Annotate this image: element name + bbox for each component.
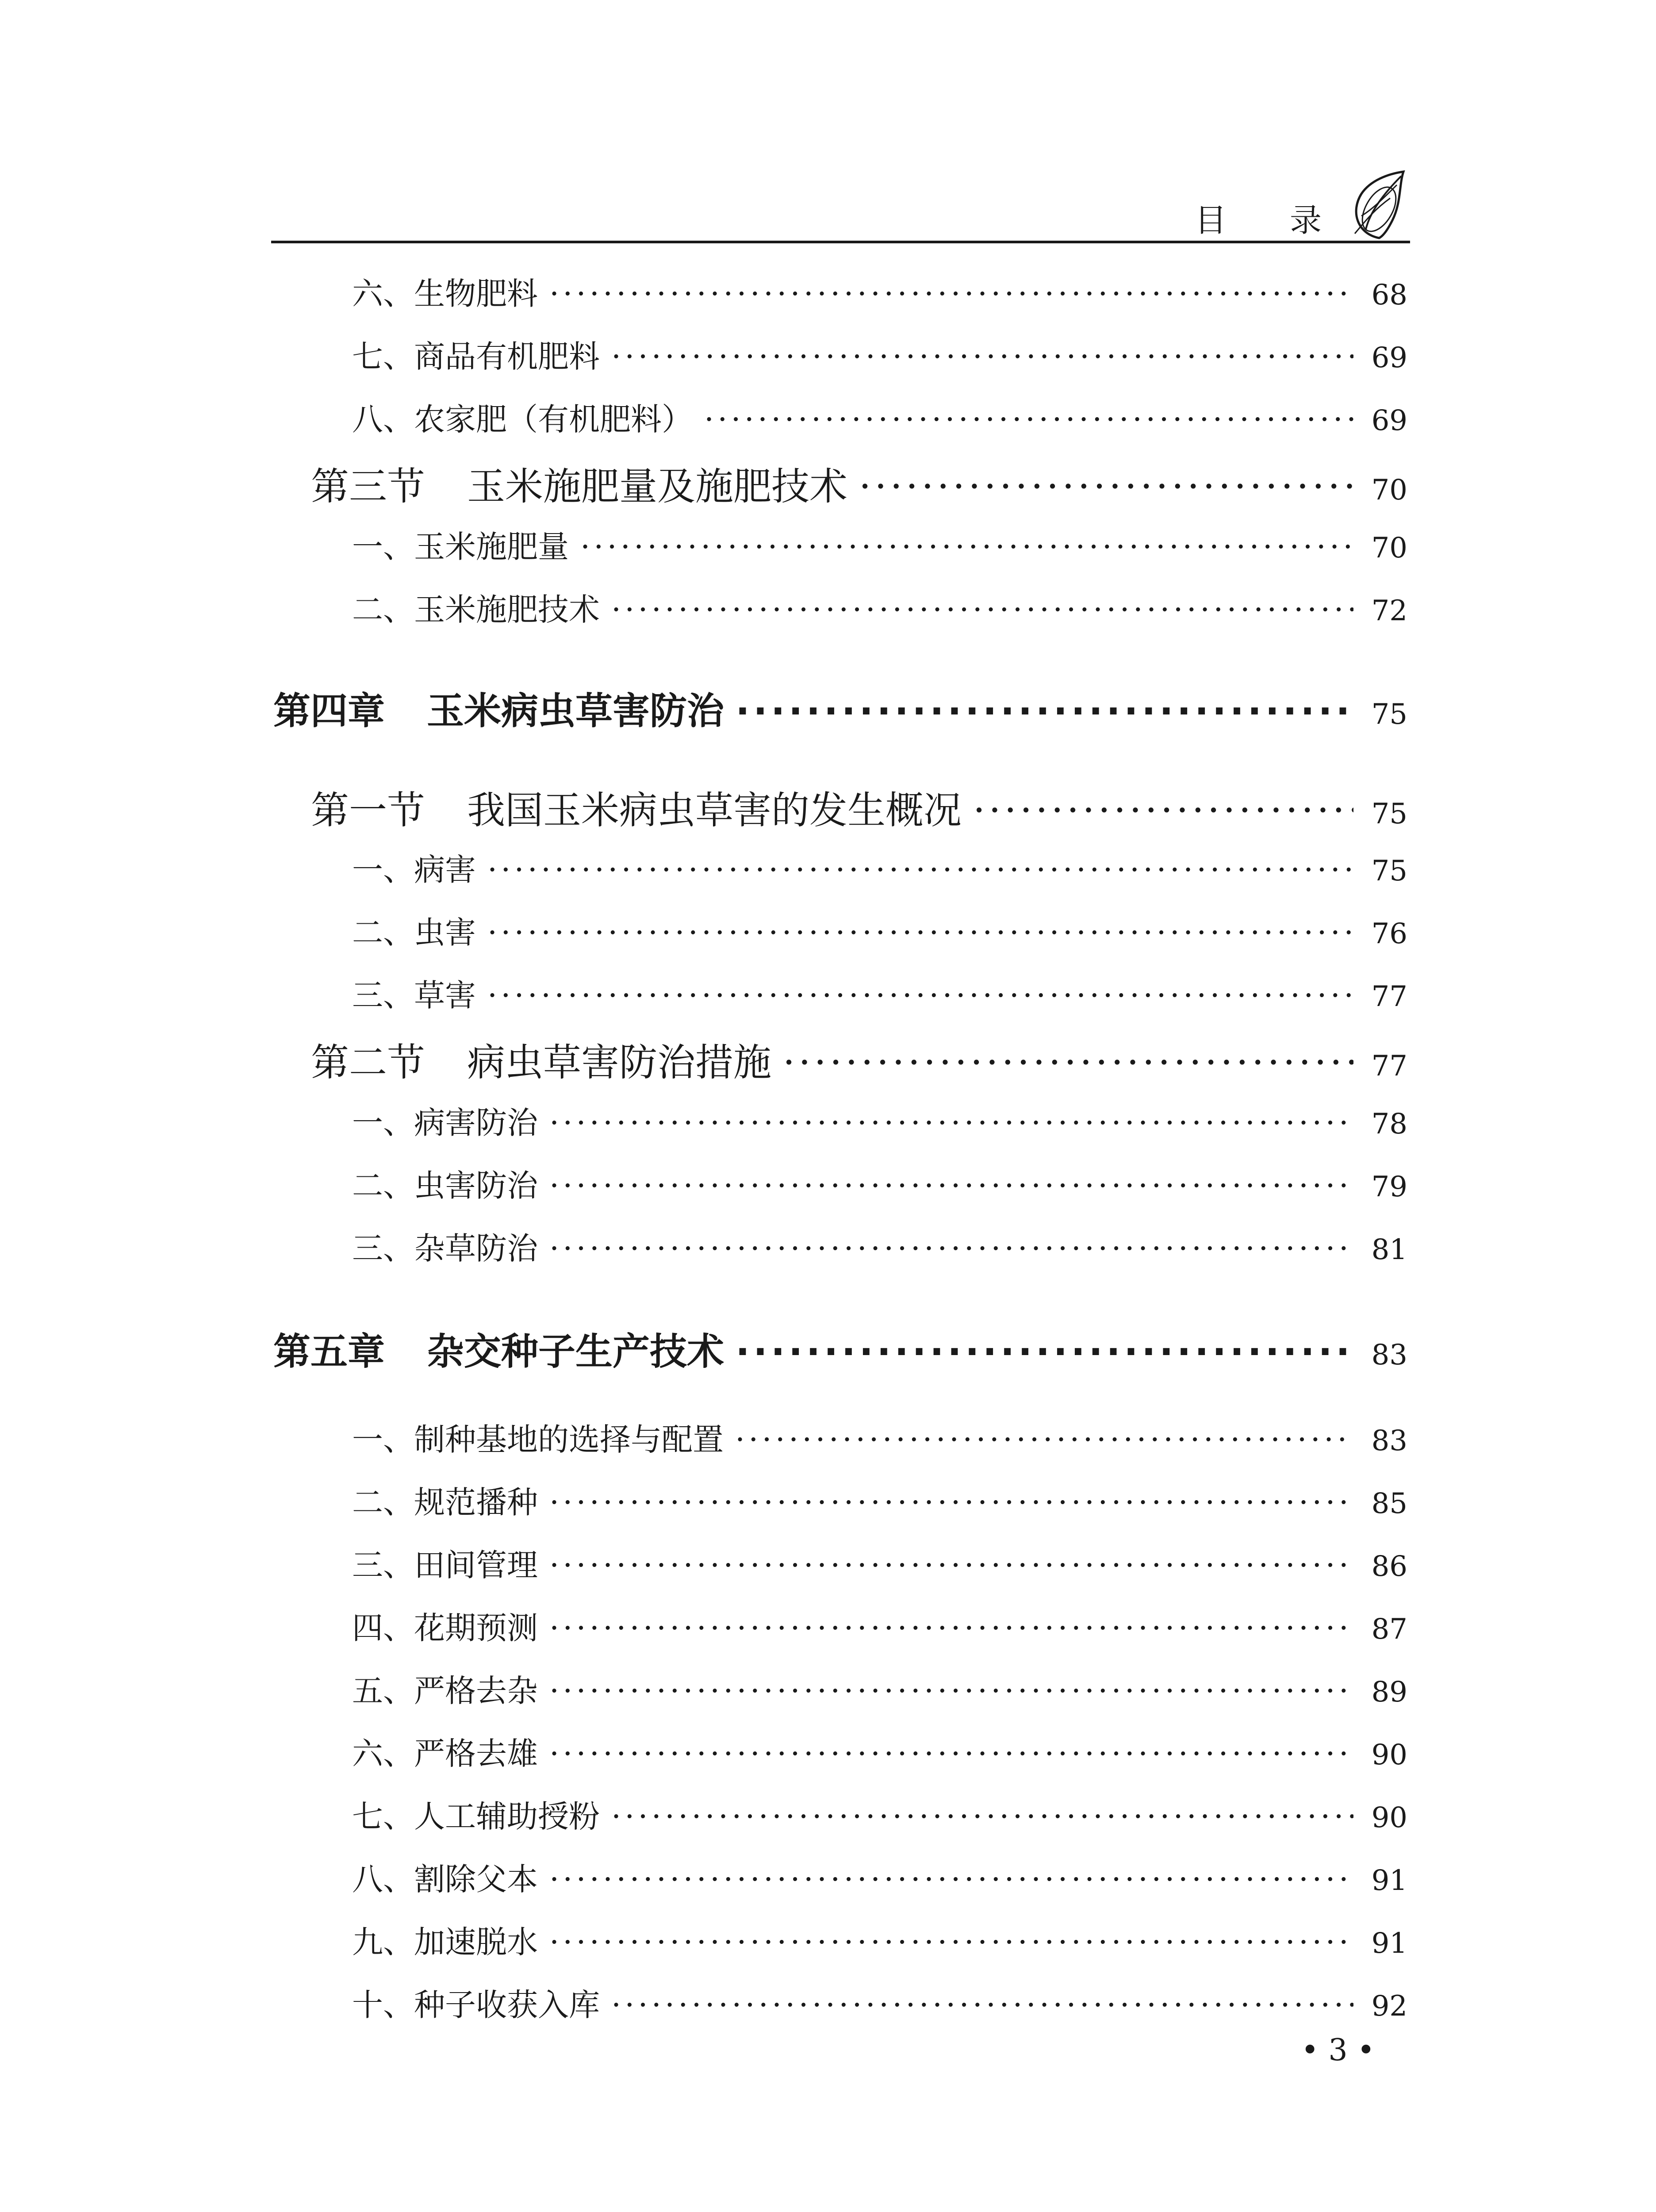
toc-section[interactable]: [311, 780, 1407, 834]
toc-entry-page: 69: [1371, 404, 1407, 437]
toc-entry-page: 91: [1371, 1864, 1407, 1897]
toc-entry-page: 91: [1371, 1927, 1407, 1960]
toc-entry[interactable]: [352, 971, 1407, 1015]
toc-section-title: 第一节 我国玉米病虫草害的发生概况: [311, 788, 962, 833]
toc-entry[interactable]: [352, 1098, 1407, 1143]
toc-entry-title: 二、虫害: [352, 914, 476, 951]
toc-entry-page: 77: [1371, 980, 1407, 1013]
toc-entry-page: 79: [1371, 1171, 1407, 1203]
toc-entry[interactable]: [352, 845, 1407, 890]
toc-entry-title: 一、制种基地的选择与配置: [352, 1421, 724, 1458]
toc-section[interactable]: [311, 1032, 1407, 1087]
toc-entry[interactable]: [352, 269, 1407, 314]
leader-dots: [549, 1547, 1353, 1583]
leader-dots: [973, 788, 1353, 833]
toc-section[interactable]: [311, 456, 1407, 511]
toc-entry[interactable]: [352, 1415, 1407, 1459]
leader-dots: [549, 276, 1353, 312]
toc-entry-title: 一、病害: [352, 852, 476, 888]
toc-entry-title: 二、虫害防治: [352, 1167, 538, 1204]
toc-entry-page: 81: [1371, 1233, 1407, 1266]
toc-entry-title: 三、田间管理: [352, 1547, 538, 1583]
toc-entry[interactable]: [352, 1855, 1407, 1899]
leader-dots: [549, 1736, 1353, 1772]
toc-entry[interactable]: [352, 1980, 1407, 2025]
toc-entry-page: 83: [1371, 1339, 1407, 1371]
toc-entry-title: 六、严格去雄: [352, 1736, 538, 1772]
toc-entry-page: 85: [1371, 1487, 1407, 1520]
toc-entry[interactable]: [352, 585, 1407, 630]
toc-entry-page: 86: [1371, 1550, 1407, 1583]
toc-entry-page: 70: [1371, 532, 1407, 565]
toc-entry-page: 78: [1371, 1108, 1407, 1141]
toc-entry-title: 四、花期预测: [352, 1610, 538, 1646]
leader-dots: [487, 914, 1353, 951]
leader-dots: [549, 1105, 1353, 1141]
toc-entry-page: 77: [1371, 1050, 1407, 1083]
toc-entry-title: 九、加速脱水: [352, 1924, 538, 1960]
toc-entry-title: 五、严格去杂: [352, 1673, 538, 1709]
toc-chapter[interactable]: [273, 1322, 1407, 1375]
leader-dots: [783, 1041, 1353, 1085]
toc-entry-title: 八、割除父本: [352, 1861, 538, 1897]
leader-dots: [736, 1330, 1353, 1373]
toc-entry-title: 二、玉米施肥技术: [352, 591, 600, 628]
leaf-logo-icon: [1348, 167, 1410, 242]
toc-entry[interactable]: [352, 1792, 1407, 1836]
toc-entry-title: 三、草害: [352, 977, 476, 1014]
leader-dots: [549, 1610, 1353, 1646]
leader-dots: [580, 529, 1353, 565]
leader-dots: [611, 1987, 1353, 2023]
toc-entry-page: 68: [1371, 279, 1407, 311]
leader-dots: [859, 465, 1353, 509]
toc-entry[interactable]: [352, 1666, 1407, 1711]
toc-entry-page: 72: [1371, 595, 1407, 627]
toc-entry-page: 90: [1371, 1739, 1407, 1771]
toc-entry-page: 75: [1371, 798, 1407, 830]
toc-entry[interactable]: [352, 1917, 1407, 1962]
toc-entry-page: 70: [1371, 474, 1407, 507]
header-title: 目 录: [1195, 202, 1348, 239]
toc-entry-title: 八、农家肥（有机肥料）: [352, 401, 693, 438]
toc-entry-page: 89: [1371, 1676, 1407, 1709]
toc-entry[interactable]: [352, 332, 1407, 376]
toc-entry-page: 75: [1371, 698, 1407, 731]
leader-dots: [487, 852, 1353, 888]
leader-dots: [549, 1673, 1353, 1709]
leader-dots: [611, 338, 1353, 375]
leader-dots: [704, 401, 1353, 438]
leader-dots: [549, 1230, 1353, 1267]
toc-entry[interactable]: [352, 1478, 1407, 1522]
toc-entry[interactable]: [352, 522, 1407, 567]
toc-entry-page: 83: [1371, 1425, 1407, 1457]
toc-entry-title: 一、玉米施肥量: [352, 529, 569, 565]
toc-chapter-title: 第四章 玉米病虫草害防治: [273, 689, 724, 733]
toc-entry-page: 87: [1371, 1613, 1407, 1646]
toc-entry-title: 七、商品有机肥料: [352, 338, 600, 375]
toc-chapter[interactable]: [273, 681, 1407, 735]
toc-entry-title: 六、生物肥料: [352, 276, 538, 312]
leader-dots: [549, 1167, 1353, 1204]
leader-dots: [487, 977, 1353, 1014]
toc-entry[interactable]: [352, 1603, 1407, 1648]
leader-dots: [549, 1924, 1353, 1960]
toc-entry-page: 92: [1371, 1990, 1407, 2023]
page-number: • 3 •: [1301, 2033, 1375, 2068]
leader-dots: [549, 1484, 1353, 1521]
header-rule: [271, 241, 1410, 243]
toc-entry-page: 76: [1371, 918, 1407, 950]
running-header: [271, 159, 1410, 243]
toc-entry-title: 十、种子收获入库: [352, 1987, 600, 2023]
toc-entry-page: 90: [1371, 1801, 1407, 1834]
toc-section-title: 第二节 病虫草害防治措施: [311, 1041, 771, 1085]
leader-dots: [736, 689, 1353, 733]
leader-dots: [611, 591, 1353, 628]
toc-entry-title: 七、人工辅助授粉: [352, 1798, 600, 1835]
toc-entry-title: 一、病害防治: [352, 1105, 538, 1141]
toc-entry[interactable]: [352, 1729, 1407, 1774]
toc-entry-title: 三、杂草防治: [352, 1230, 538, 1267]
toc-entry[interactable]: [352, 395, 1407, 439]
leader-dots: [549, 1861, 1353, 1897]
toc-section-title: 第三节 玉米施肥量及施肥技术: [311, 465, 847, 509]
toc-entry-title: 二、规范播种: [352, 1484, 538, 1521]
toc-entry[interactable]: [352, 1540, 1407, 1585]
toc-entry[interactable]: [352, 1224, 1407, 1268]
toc-entry[interactable]: [352, 1161, 1407, 1206]
leader-dots: [611, 1798, 1353, 1835]
toc-entry-page: 75: [1371, 855, 1407, 887]
leader-dots: [735, 1421, 1353, 1458]
toc-entry-page: 69: [1371, 342, 1407, 374]
toc-chapter-title: 第五章 杂交种子生产技术: [273, 1330, 724, 1373]
toc-entry[interactable]: [352, 908, 1407, 952]
